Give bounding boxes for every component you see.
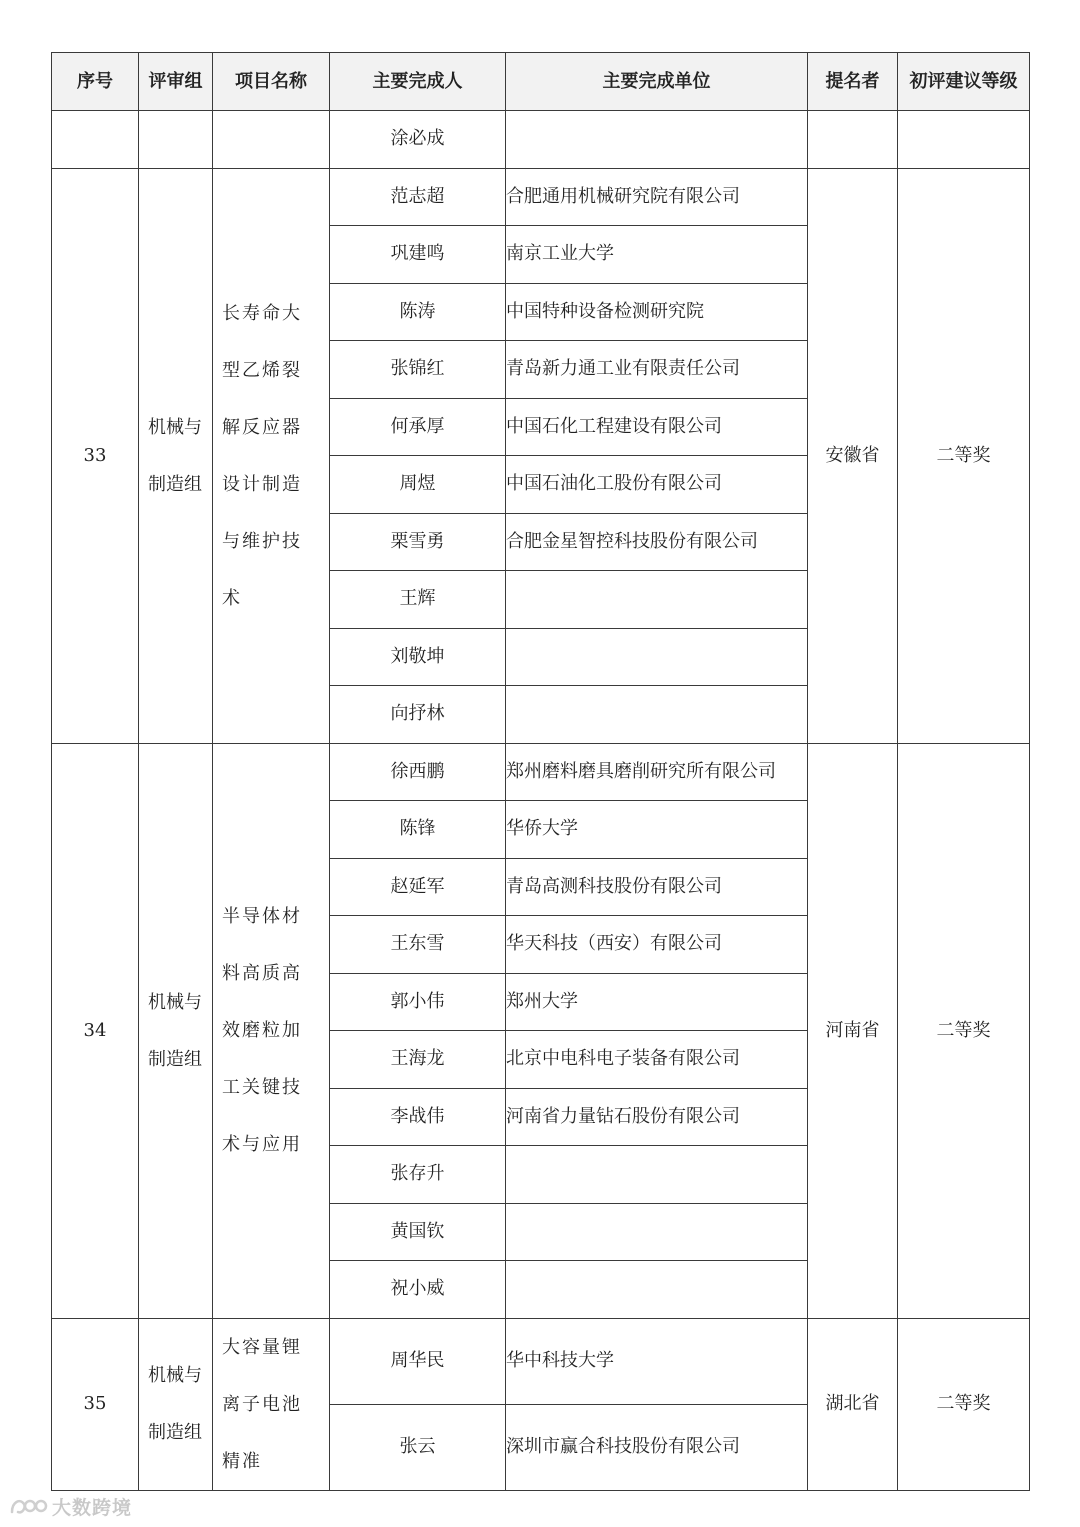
cell-person: 张锦红 (330, 341, 506, 399)
project-name-text: 长寿命大型乙烯裂解反应器设计制造与维护技术 (222, 302, 302, 609)
cell-unit: 中国石化工程建设有限公司 (506, 398, 808, 456)
cell-nominator: 河南省 (808, 743, 898, 1318)
cell-unit (506, 1203, 808, 1261)
cell-unit: 中国特种设备检测研究院 (506, 283, 808, 341)
cell-unit (506, 686, 808, 744)
cell-person: 何承厚 (330, 398, 506, 456)
cell-unit: 青岛新力通工业有限责任公司 (506, 341, 808, 399)
cell-grade: 二等奖 (898, 168, 1030, 743)
cell-review-group (139, 168, 213, 743)
cell-project-name (213, 743, 330, 1318)
cell-nominator-empty (808, 111, 898, 169)
review-group-text: 机械与制造组 (148, 991, 202, 1070)
cell-person: 徐西鹏 (330, 743, 506, 801)
cell-review-group (139, 1318, 213, 1490)
brand-logo-icon (8, 1494, 48, 1518)
cell-person: 赵延军 (330, 858, 506, 916)
header-main-units: 主要完成单位 (506, 53, 808, 111)
cell-nominator: 湖北省 (808, 1318, 898, 1490)
header-row (52, 53, 1030, 111)
cell-seq: 33 (52, 168, 139, 743)
cell-person: 陈锋 (330, 801, 506, 859)
table-row (52, 1318, 1030, 1404)
cell-grade: 二等奖 (898, 743, 1030, 1318)
cell-review-group (139, 743, 213, 1318)
cell-project-name (213, 168, 330, 743)
cell-unit: 郑州大学 (506, 973, 808, 1031)
cell-seq: 35 (52, 1318, 139, 1490)
cell-unit: 南京工业大学 (506, 226, 808, 284)
review-group-text: 机械与制造组 (148, 1365, 202, 1443)
table-row-continued (52, 111, 1030, 169)
header-group: 评审组 (139, 53, 213, 111)
award-table (51, 52, 1030, 1491)
table-header (52, 53, 1030, 111)
cell-person: 周煜 (330, 456, 506, 514)
cell-person: 刘敬坤 (330, 628, 506, 686)
cell-grade-empty (898, 111, 1030, 169)
cell-person: 栗雪勇 (330, 513, 506, 571)
header-grade: 初评建议等级 (898, 53, 1030, 111)
cell-person: 王东雪 (330, 916, 506, 974)
header-seq: 序号 (52, 53, 139, 111)
cell-person: 王辉 (330, 571, 506, 629)
cell-nominator: 安徽省 (808, 168, 898, 743)
cell-person: 向抒林 (330, 686, 506, 744)
cell-group-empty (139, 111, 213, 169)
cell-person: 张存升 (330, 1146, 506, 1204)
cell-person: 黄国钦 (330, 1203, 506, 1261)
header-nominator: 提名者 (808, 53, 898, 111)
cell-person: 李战伟 (330, 1088, 506, 1146)
cell-person: 周华民 (330, 1318, 506, 1404)
cell-unit (506, 111, 808, 169)
cell-unit (506, 1146, 808, 1204)
cell-person: 祝小威 (330, 1261, 506, 1319)
cell-unit: 合肥金星智控科技股份有限公司 (506, 513, 808, 571)
cell-unit: 郑州磨料磨具磨削研究所有限公司 (506, 743, 808, 801)
cell-unit (506, 628, 808, 686)
cell-unit: 深圳市赢合科技股份有限公司 (506, 1404, 808, 1490)
cell-project-empty (213, 111, 330, 169)
cell-project-name (213, 1318, 330, 1490)
cell-unit: 青岛高测科技股份有限公司 (506, 858, 808, 916)
table-body (52, 111, 1030, 1491)
cell-person: 张云 (330, 1404, 506, 1490)
watermark-text: 大数跨境 (52, 1496, 133, 1519)
cell-person: 陈涛 (330, 283, 506, 341)
table-row (52, 168, 1030, 226)
cell-unit: 北京中电科电子装备有限公司 (506, 1031, 808, 1089)
cell-unit: 华天科技（西安）有限公司 (506, 916, 808, 974)
cell-unit: 华侨大学 (506, 801, 808, 859)
cell-person: 涂必成 (330, 111, 506, 169)
cell-unit: 华中科技大学 (506, 1318, 808, 1404)
cell-unit (506, 1261, 808, 1319)
cell-person: 巩建鸣 (330, 226, 506, 284)
review-group-text: 机械与制造组 (148, 416, 202, 495)
header-main-persons: 主要完成人 (330, 53, 506, 111)
cell-seq: 34 (52, 743, 139, 1318)
cell-unit: 河南省力量钻石股份有限公司 (506, 1088, 808, 1146)
project-name-text: 大容量锂离子电池精准 (222, 1336, 302, 1472)
project-name-text: 半导体材料高质高效磨粒加工关键技术与应用 (222, 906, 302, 1155)
cell-person: 范志超 (330, 168, 506, 226)
cell-unit (506, 571, 808, 629)
cell-person: 王海龙 (330, 1031, 506, 1089)
table-row (52, 743, 1030, 801)
header-project-name: 项目名称 (213, 53, 330, 111)
cell-person: 郭小伟 (330, 973, 506, 1031)
cell-unit: 中国石油化工股份有限公司 (506, 456, 808, 514)
watermark (8, 1491, 132, 1521)
cell-unit: 合肥通用机械研究院有限公司 (506, 168, 808, 226)
cell-seq-empty (52, 111, 139, 169)
cell-grade: 二等奖 (898, 1318, 1030, 1490)
